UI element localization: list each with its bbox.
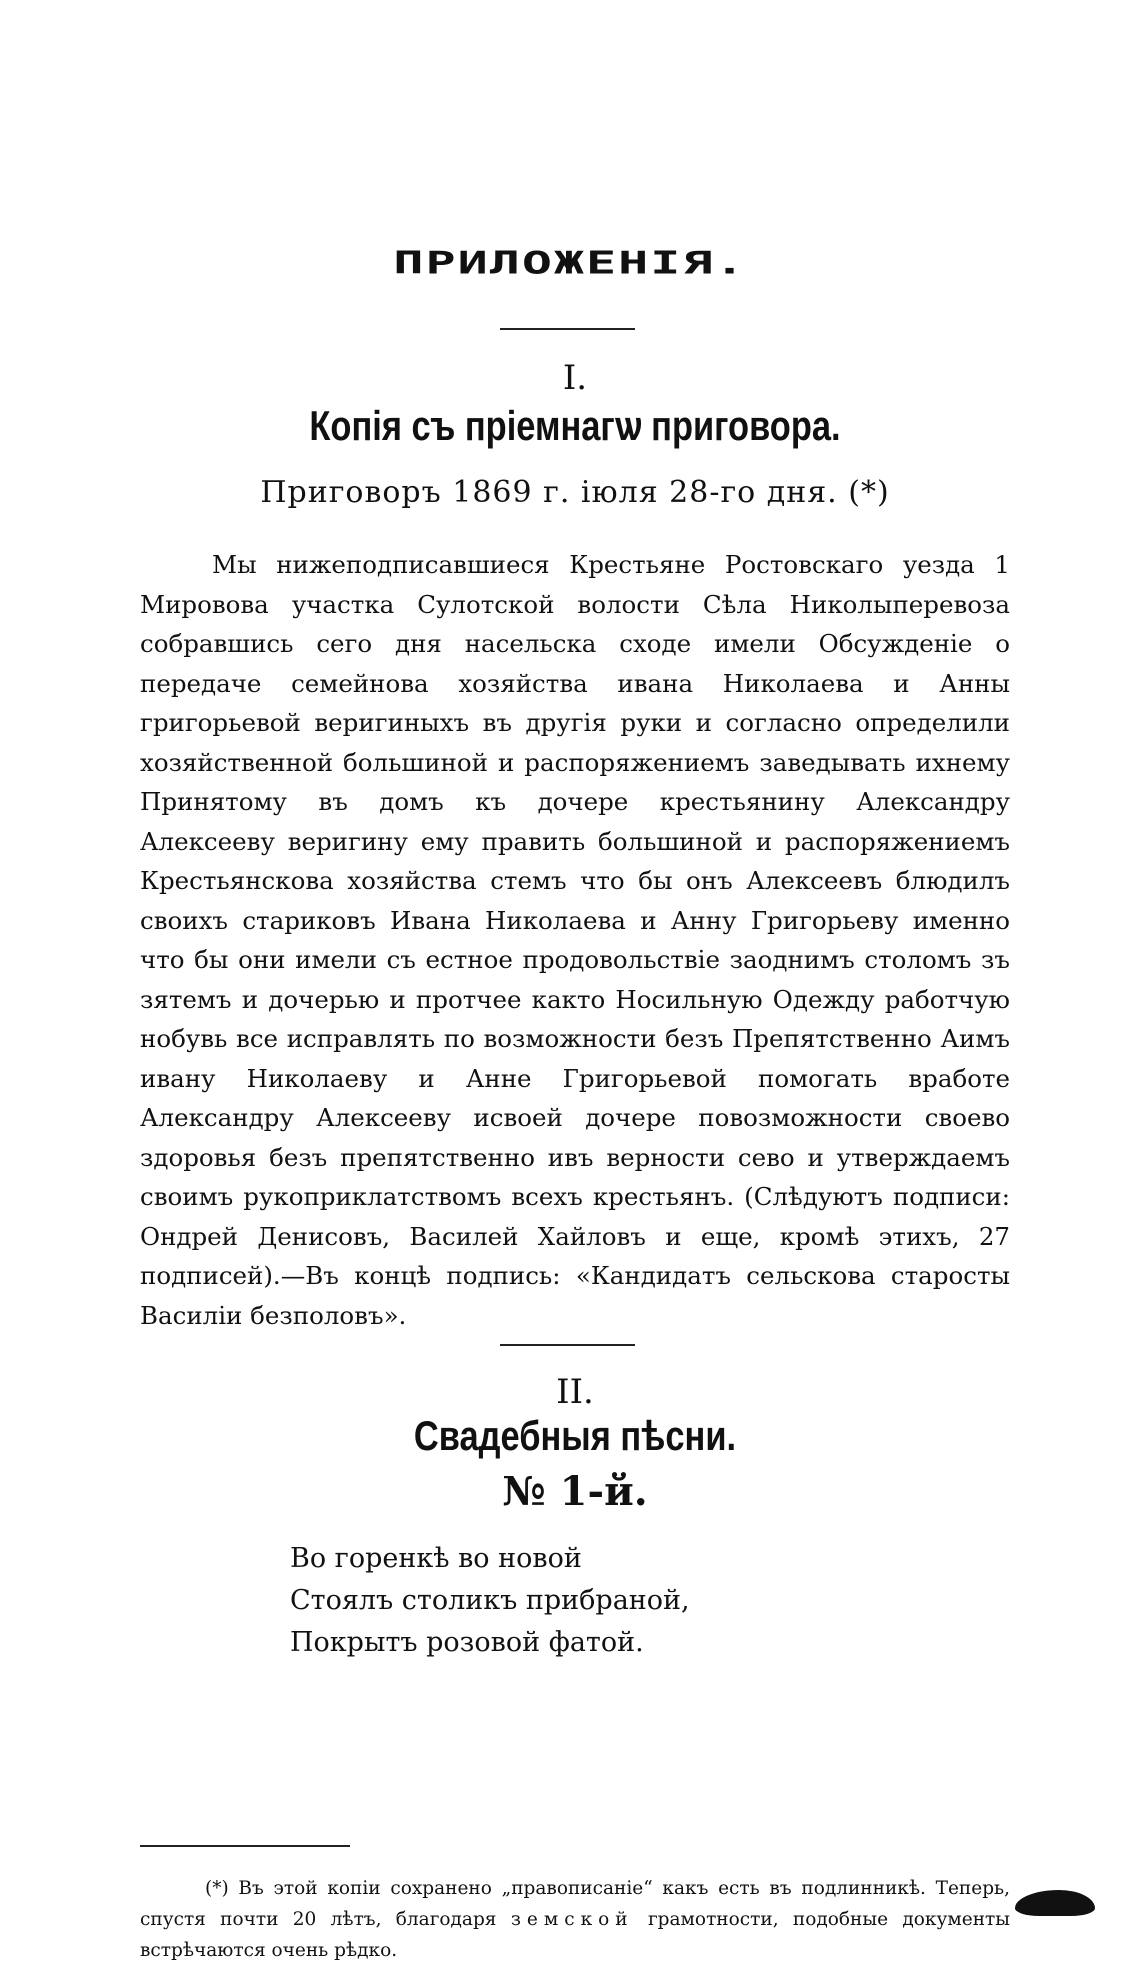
- footnote: [140, 1873, 1010, 1966]
- song-verses: [290, 1538, 690, 1664]
- section-1-subheading: Приговоръ 1869 г. іюля 28-го дня. (*): [260, 475, 890, 510]
- section-divider: [500, 1344, 635, 1346]
- song-number: № 1-й.: [502, 1468, 648, 1515]
- verse-line: Во горенкѣ во новой: [290, 1543, 582, 1574]
- verdict-paragraph: Мы нижеподписавшиеся Крестьяне Ростовскаго уезда 1 Мировова участка Сулотской волости Сѣла Николыперевоза собравшись сего дня насельска сходе имели Обсужденіе о передаче семейнова хозяйства ивана Николаева и Анны григорьевой веригиныхъ въ другія руки и согласно определили хозяйственной большиной и распоряжениемъ заведывать ихнему Принятому въ домъ къ дочере крестьянину Александру Алексееву веригину ему править большиной и распоряжениемъ Крестьянскова хозяйства стемъ что бы онъ Алексеевъ блюдилъ своихъ стариковъ Ивана Николаева и Анну Григорьеву именно что бы они имели съ естное продовольствіе заоднимъ столомъ зъ зятемъ и дочерью и протчее както Носильную Одежду работчую нобувь все исправлять по возможности безъ Препятственно Аимъ ивану Николаеву и Анне Григорьевой помогать вработе Александру Алексееву исвоей дочере повозможности своево здоровья безъ препятственно ивъ верности сево и утверждаемъ своимъ рукоприклатствомъ всехъ крестьянъ. (Слѣдуютъ подписи: Ондрей Денисовъ, Василей Хайловъ и еще, кромѣ этихъ, 27 подписей).—Въ концѣ подпись: «Кандидатъ сельскова старосты Василіи безполовъ».: [140, 550, 1010, 1330]
- footnote-text-part1: (*) Въ этой копіи сохранено „правописаніе“ какъ есть въ подлинникѣ. Теперь, спустя почти 20 лѣтъ, благодаря: [140, 1878, 1010, 1930]
- section-1-numeral: I.: [562, 358, 588, 398]
- section-2-numeral: II.: [556, 1372, 594, 1412]
- footnote-text-part2: грамотности, подобные документы встрѣчаются очень рѣдко.: [140, 1909, 1010, 1961]
- section-1-heading: Копія съ пріемнагѡ приговора.: [309, 402, 841, 449]
- page-title: ПРИЛОЖЕНІЯ.: [393, 245, 747, 281]
- title-divider: [500, 328, 635, 330]
- verse-line: Стоялъ столикъ прибраной,: [290, 1585, 690, 1616]
- footnote-text: [140, 1873, 1010, 1966]
- verse-line: Покрытъ розовой фатой.: [290, 1627, 644, 1658]
- footnote-spaced-word: земской: [510, 1909, 634, 1930]
- verdict-text: [140, 545, 1010, 1335]
- footnote-divider: [140, 1845, 350, 1847]
- section-2-heading: Свадебныя пѣсни.: [413, 1412, 737, 1459]
- ink-blot-decoration: [1015, 1890, 1095, 1916]
